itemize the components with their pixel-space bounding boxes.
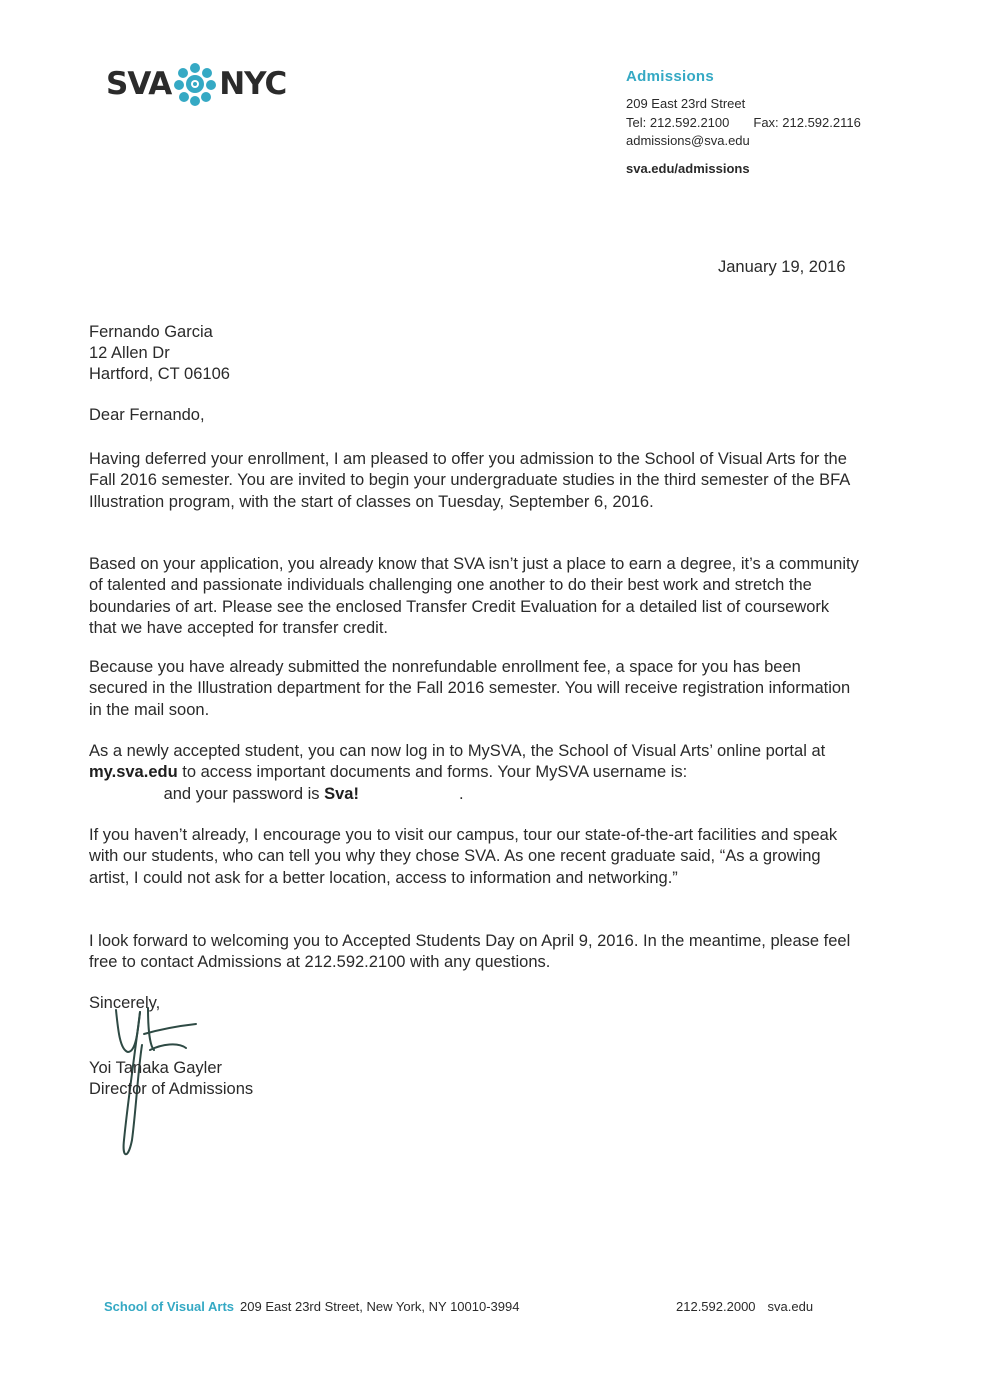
- salutation: Dear Fernando,: [89, 406, 205, 424]
- admissions-website: sva.edu/admissions: [626, 160, 750, 176]
- letter-date: January 19, 2016: [718, 258, 846, 276]
- signer-block: [89, 1058, 253, 1100]
- admissions-tel: Tel: 212.592.2100: [626, 114, 730, 130]
- recipient-street: 12 Allen Dr: [89, 344, 170, 362]
- paragraph-admission-offer: Having deferred your enrollment, I am pleased to offer you admission to the School of Visual Arts for the Fall 2016 semester. You are invited to begin your undergraduate studies in the third semester of the BFA Illustration program, with the start of classes on Tuesday, September 6, 2016.: [89, 450, 850, 511]
- paragraph-accepted-students-day: I look forward to welcoming you to Accepted Students Day on April 9, 2016. In the meantime, please feel free to contact Admissions at 212.592.2100 with any questions.: [89, 932, 851, 972]
- paragraph-enrollment-fee: Because you have already submitted the nonrefundable enrollment fee, a space for you has been secured in the Illustration department for the Fall 2016 semester. You will receive registration information in the mail soon.: [89, 658, 851, 719]
- admissions-contact-block: [626, 68, 861, 178]
- logo-text-nyc: NYC: [219, 66, 287, 102]
- sva-nyc-logo: [106, 60, 286, 108]
- signer-name: Yoi Tanaka Gayler: [89, 1059, 223, 1077]
- recipient-city: Hartford, CT 06106: [89, 365, 230, 383]
- admissions-heading: Admissions: [626, 68, 715, 85]
- admissions-email: admissions@sva.edu: [626, 133, 750, 148]
- signer-title: Director of Admissions: [89, 1080, 254, 1098]
- recipient-address: [89, 322, 230, 385]
- mysva-text-1: As a newly accepted student, you can now log in to MySVA, the School of Visual Arts’ online portal at: [89, 742, 826, 760]
- closing: Sincerely,: [89, 994, 161, 1012]
- paragraph-mysva-login: [89, 741, 859, 805]
- letterhead-footer: [104, 1299, 864, 1314]
- admissions-street: 209 East 23rd Street: [626, 96, 746, 111]
- footer-school-name: School of Visual Arts: [104, 1299, 235, 1314]
- mysva-portal-link[interactable]: my.sva.edu: [89, 763, 178, 782]
- paragraph-campus-visit: If you haven’t already, I encourage you to visit our campus, tour our state-of-the-art facilities and speak with our students, who can tell you why they chose SVA. As one recent graduate said, “As a growing artist, I could not ask for a better location, access to information and networking.”: [89, 826, 838, 887]
- footer-address: 209 East 23rd Street, New York, NY 10010-3994: [240, 1299, 520, 1314]
- password-prefix: Sva!: [324, 784, 359, 803]
- admissions-fax: Fax: 212.592.2116: [753, 114, 861, 130]
- logo-text-sva: SVA: [106, 66, 172, 102]
- paragraph-community: Based on your application, you already know that SVA isn’t just a place to earn a degree, it’s a community of talented and passionate individuals challenging one another to do their best work and stretch the boundaries of art. Please see the enclosed Transfer Credit Evaluation for a detailed list of coursework that we have accepted for transfer credit.: [89, 555, 859, 637]
- mysva-text-3: and your password is: [159, 784, 325, 803]
- footer-phone: 212.592.2000: [676, 1299, 756, 1314]
- admissions-phone-line: [626, 114, 861, 133]
- flower-logo-icon: [173, 61, 217, 107]
- footer-contact: [676, 1299, 825, 1314]
- mysva-text-4: .: [458, 784, 464, 803]
- footer-website[interactable]: sva.edu: [767, 1299, 814, 1314]
- recipient-name: Fernando Garcia: [89, 323, 213, 341]
- mysva-text-2: to access important documents and forms. Your MySVA username is:: [177, 763, 688, 782]
